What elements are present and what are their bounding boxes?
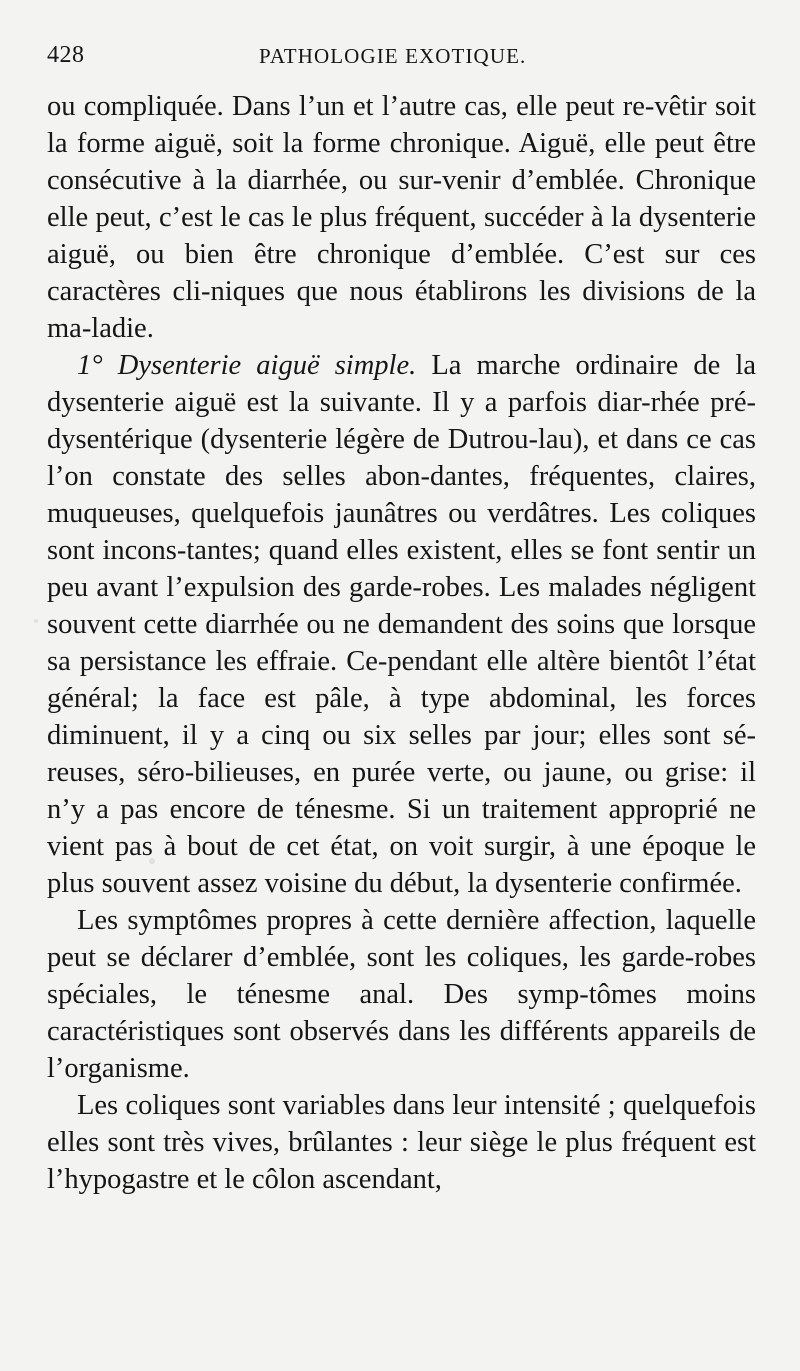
print-speck [149,858,155,864]
running-title: PATHOLOGIE EXOTIQUE. [259,44,527,68]
paragraph-3: Les symptômes propres à cette dernière affection, laquelle peut se déclarer d’emblée, sont les coliques, les garde-robes spéciales, le ténesme anal. Des symp-tômes moins caractéristiques sont observés dans les différents appareils de l’organisme. [47,905,756,1084]
page-number: 428 [47,42,85,68]
paragraph-2 [47,347,756,902]
print-speck [34,619,38,623]
paragraph-4: Les coliques sont variables dans leur intensité ; quelquefois elles sont très vives, brûlantes : leur siège le plus fréquent est l’hypogastre et le côlon ascendant, [47,1090,756,1195]
paragraph-1: ou compliquée. Dans l’un et l’autre cas, elle peut re-vêtir soit la forme aiguë, soit la forme chronique. Aiguë, elle peut être consécutive à la diarrhée, ou sur-venir d’emblée. Chronique elle peut, c’est le cas le plus fréquent, succéder à la dysenterie aiguë, ou bien être chronique d’emblée. C’est sur ces caractères cli-niques que nous établirons les divisions de la ma-ladie. [47,91,756,344]
section-heading-dysenterie-aigue: 1° Dysenterie aiguë simple. [77,350,417,381]
page-header [47,34,756,88]
body-text [47,88,756,1198]
paragraph-2-text: La marche ordinaire de la dysenterie aiguë est la suivante. Il y a parfois diar-rhée pré-dysentérique (dysenterie légère de Dutrou-lau), et dans ce cas l’on constate des selles abon-dantes, fréquentes, claires, muqueuses, quelquefois jaunâtres ou verdâtres. Les coliques sont incons-tantes; quand elles existent, elles se font sentir un peu avant l’expulsion des garde-robes. Les malades négligent souvent cette diarrhée ou ne demandent des soins que lorsque sa persistance les effraie. Ce-pendant elle altère bientôt l’état général; la face est pâle, à type abdominal, les forces diminuent, il y a cinq ou six selles par jour; elles sont sé-reuses, séro-bilieuses, en purée verte, ou jaune, ou grise: il n’y a pas encore de ténesme. Si un traitement approprié ne vient pas à bout de cet état, on voit surgir, à une époque le plus souvent assez voisine du début, la dysenterie confirmée. [47,350,756,899]
